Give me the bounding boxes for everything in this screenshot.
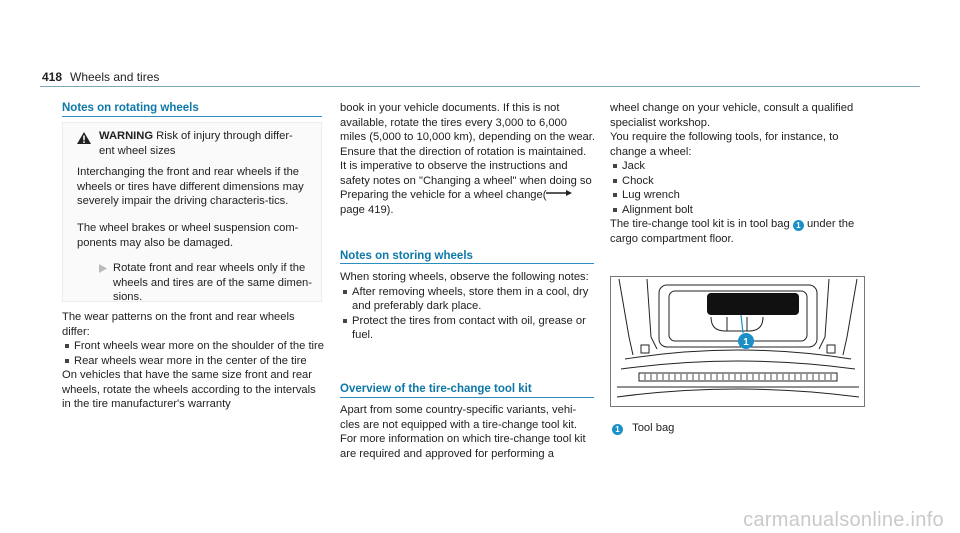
- tool-bag-shape: [707, 293, 799, 315]
- warning-title-text: Risk of injury through differ-: [153, 130, 293, 142]
- para-require-tools: You require the following tools, for instance, to change a wheel:: [610, 131, 839, 158]
- page-header-title: Wheels and tires: [70, 70, 160, 84]
- page-reference-link[interactable]: page 419).: [340, 203, 394, 216]
- warning-label: WARNING: [99, 130, 154, 142]
- page-number: 418: [42, 70, 63, 84]
- list-item: Alignment bolt: [610, 203, 870, 218]
- para-storing-intro: When storing wheels, observe the following notes:: [340, 271, 589, 283]
- warning-title: [99, 129, 314, 158]
- legend-label: Tool bag: [632, 422, 675, 434]
- warning-triangle-icon: [77, 132, 91, 144]
- para-wear-patterns: The wear patterns on the front and rear wheels differ:: [62, 311, 295, 338]
- figure-legend: [612, 421, 674, 436]
- cargo-compartment-illustration: [610, 276, 865, 407]
- para-tool-kit: Apart from some country-specific variants, vehi-cles are not equipped with a tire-change tool kit. For more information on which tire-change tool kit are required and approved for performing a: [340, 404, 586, 460]
- column2-body: [340, 101, 595, 217]
- heading-storing-wheels: Notes on storing wheels: [340, 250, 473, 262]
- para-same-size: On vehicles that have the same size front and rear wheels, rotate the wheels according to the intervals in the tire manufacturer's warranty: [62, 369, 316, 410]
- column2-storing-body: [340, 270, 595, 343]
- list-item: After removing wheels, store them in a cool, dry and preferably dark place.: [340, 285, 595, 314]
- heading-rotating-wheels: Notes on rotating wheels: [62, 102, 199, 114]
- page-reference-arrow-icon: [546, 189, 572, 197]
- figure-callout-number: 1: [743, 337, 749, 348]
- list-item: Chock: [610, 174, 870, 189]
- warning-text-damage: The wheel brakes or wheel suspension com-ponents may also be damaged.: [77, 222, 299, 249]
- list-item: Protect the tires from contact with oil, grease or fuel.: [340, 314, 595, 343]
- callout-number: 1: [793, 220, 804, 231]
- list-item: Rear wheels wear more in the center of the tire: [62, 354, 324, 369]
- header-rule: [40, 86, 920, 87]
- list-item: Front wheels wear more on the shoulder of the tire: [62, 339, 324, 354]
- list-item: Jack: [610, 159, 870, 174]
- heading-rule: [340, 397, 594, 398]
- legend-callout: 1: [612, 424, 623, 435]
- warning-box: [62, 122, 322, 302]
- heading-rule: [62, 116, 322, 117]
- arrow-right-icon: [99, 264, 107, 273]
- cargo-compartment-drawing: [611, 277, 865, 407]
- list-item: Lug wrench: [610, 188, 870, 203]
- para-rotation-interval: book in your vehicle documents. If this is not available, rotate the tires every 3,000 to 6,000 miles (5,000 to 10,000 km), depending on the wear. Ensure that the direction of rotation is maintained.: [340, 102, 595, 158]
- watermark: carmanualsonline.info: [743, 508, 944, 531]
- column3-body: [610, 101, 870, 246]
- heading-rule: [340, 263, 594, 264]
- para-imperative: It is imperative to observe the instructions and safety notes on "Changing a wheel" when doing so Preparing the vehicle for a wheel change(: [340, 160, 592, 201]
- column1-body: [62, 310, 324, 412]
- para-workshop: wheel change on your vehicle, consult a qualified specialist workshop.: [610, 102, 854, 129]
- warning-title-cont: ent wheel sizes: [99, 144, 176, 157]
- heading-tool-kit: Overview of the tire-change tool kit: [340, 383, 532, 395]
- para-tool-bag-cont: under the cargo compartment floor.: [610, 218, 855, 245]
- column2-kit-body: [340, 403, 595, 461]
- para-tool-bag: The tire-change tool kit is in tool bag: [610, 218, 793, 230]
- warning-text-rotate: Rotate front and rear wheels only if the wheels and tires are of the same dimen-sions.: [113, 262, 312, 303]
- warning-text-interchanging: Interchanging the front and rear wheels if the wheels or tires have different dimensions may severely impair the driving characteris-tics.: [77, 166, 304, 207]
